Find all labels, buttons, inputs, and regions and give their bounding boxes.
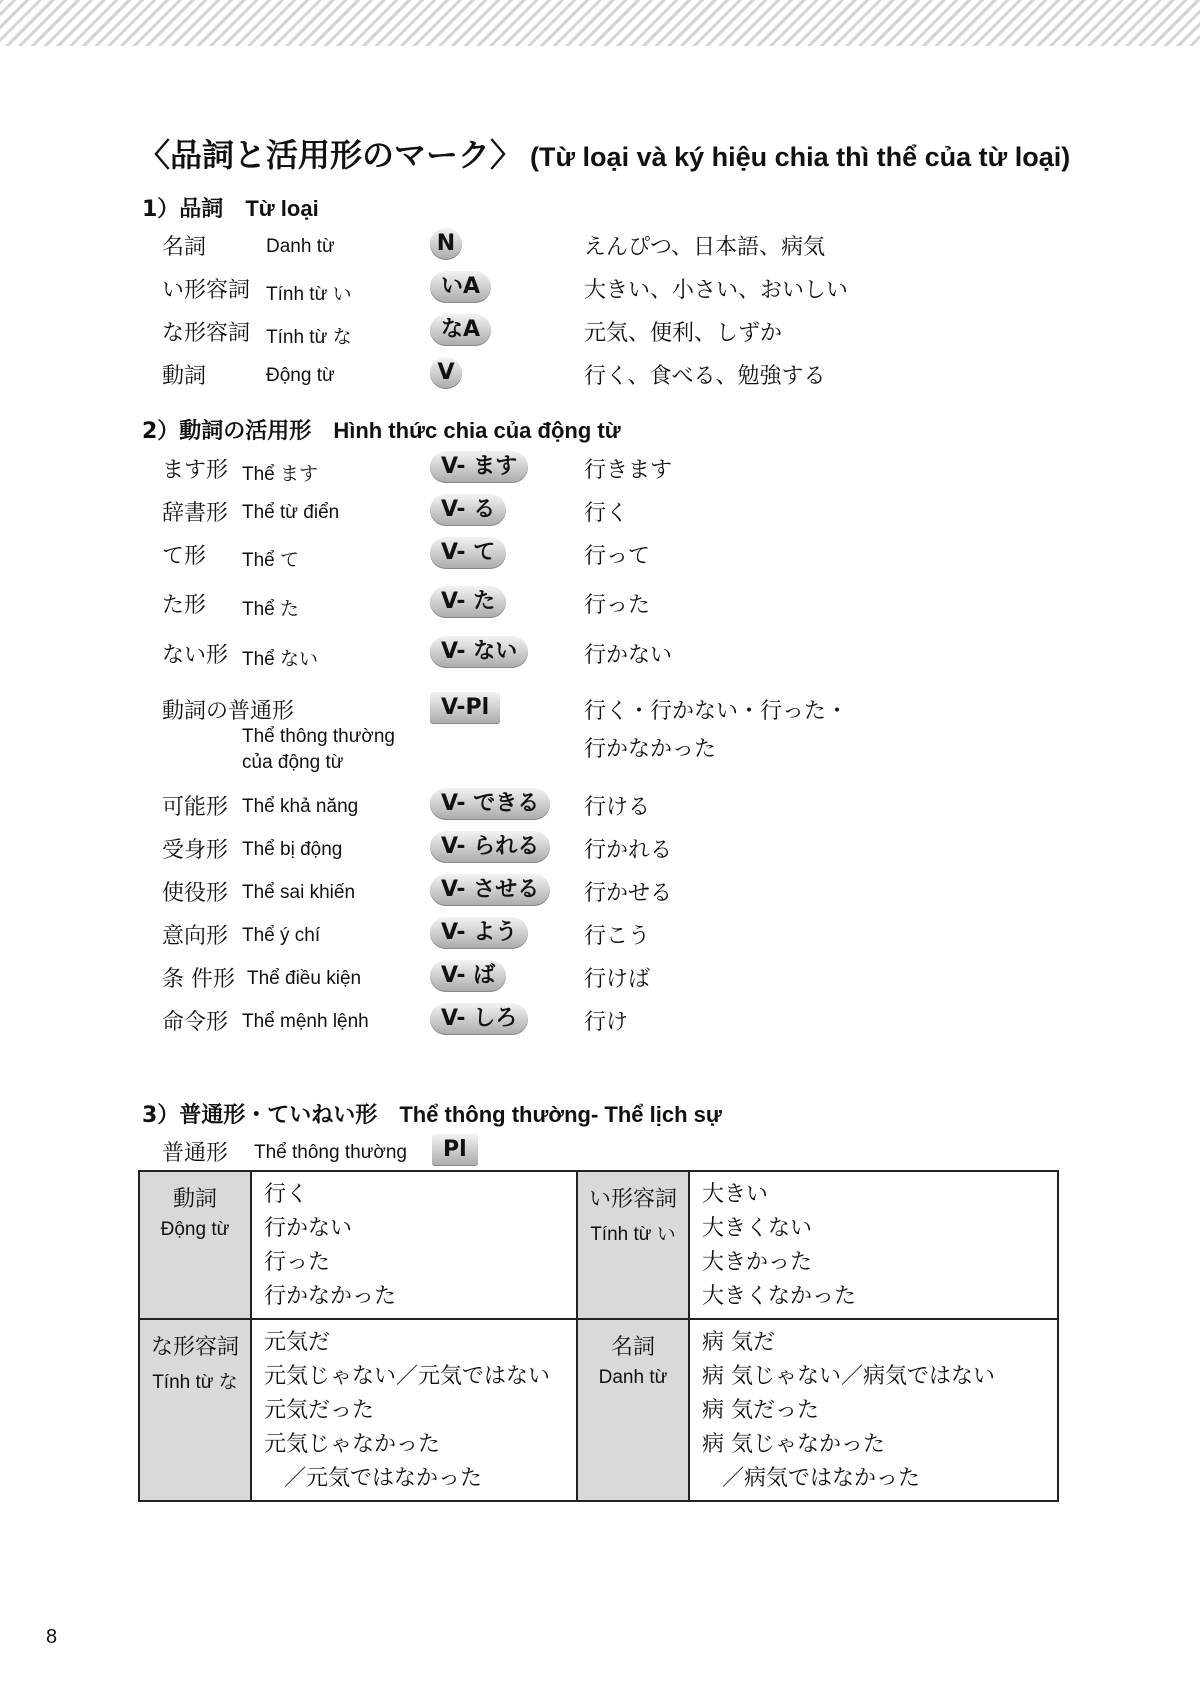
mark-badge: V- ば bbox=[430, 960, 506, 992]
form-row-nai: ない形 Thể ない V- ない 行かない bbox=[0, 634, 1200, 674]
form-row-causative: 使役形 Thể sai khiến V- させる 行かせる bbox=[0, 872, 1200, 912]
mark-badge: V- た bbox=[430, 586, 506, 618]
mark-badge: V- られる bbox=[430, 831, 550, 863]
page-number: 8 bbox=[46, 1626, 58, 1648]
mark-badge: V- て bbox=[430, 537, 506, 569]
section-2-heading: 2）動詞の活用形 Hình thức chia của động từ bbox=[142, 418, 621, 444]
form-row-te: て形 Thể て V- て 行って bbox=[0, 535, 1200, 575]
mark-badge: V- しろ bbox=[430, 1003, 528, 1035]
mark-badge: V- できる bbox=[430, 788, 550, 820]
mark-badge: なA bbox=[430, 314, 491, 346]
table-row bbox=[139, 1171, 1058, 1319]
pos-row-i-adjective: い形容詞 Tính từ い いA 大きい、小さい、おいしい bbox=[0, 269, 1200, 309]
table-cell: 大きい 大きくない 大きかった 大きくなかった bbox=[689, 1171, 1058, 1319]
table-header-cell: 名詞 Danh từ bbox=[577, 1319, 689, 1501]
table-header-cell: い形容詞 Tính từ い bbox=[577, 1171, 689, 1319]
mark-badge: V- ます bbox=[430, 451, 528, 483]
form-row-imperative: 命令形 Thể mệnh lệnh V- しろ 行け bbox=[0, 1001, 1200, 1041]
mark-badge: N bbox=[430, 228, 462, 260]
table-cell: 病 気だ 病 気じゃない／病気ではない 病 気だった 病 気じゃなかった ／病気ではなかった bbox=[689, 1319, 1058, 1501]
mark-badge: V- させる bbox=[430, 874, 550, 906]
mark-badge: V- る bbox=[430, 494, 506, 526]
plain-form-row: 普通形 Thể thông thường Pl bbox=[0, 1132, 1200, 1172]
table-header-cell: 動詞 Động từ bbox=[139, 1171, 251, 1319]
form-row-potential: 可能形 Thể khả năng V- できる 行ける bbox=[0, 786, 1200, 826]
form-row-masu: ます形 Thể ます V- ます 行きます bbox=[0, 449, 1200, 489]
form-row-volitional: 意向形 Thể ý chí V- よう 行こう bbox=[0, 915, 1200, 955]
form-row-passive: 受身形 Thể bị động V- られる 行かれる bbox=[0, 829, 1200, 869]
pos-row-na-adjective: な形容詞 Tính từ な なA 元気、便利、しずか bbox=[0, 312, 1200, 352]
form-row-dictionary: 辞書形 Thể từ điển V- る 行く bbox=[0, 492, 1200, 532]
form-row-ta: た形 Thể た V- た 行った bbox=[0, 584, 1200, 624]
mark-badge: Pl bbox=[432, 1134, 478, 1166]
mark-badge: V- ない bbox=[430, 636, 528, 668]
table-cell: 元気だ 元気じゃない／元気ではない 元気だった 元気じゃなかった ／元気ではなかった bbox=[251, 1319, 577, 1501]
page-title: 〈品詞と活用形のマーク〉 (Từ loại và ký hiệu chia thì thể của từ loại) bbox=[138, 136, 1071, 174]
pos-row-noun: 名詞 Danh từ N えんぴつ、日本語、病気 bbox=[0, 226, 1200, 266]
table-row bbox=[139, 1319, 1058, 1501]
mark-badge: V-Pl bbox=[430, 692, 500, 724]
plain-form-table bbox=[138, 1170, 1059, 1502]
mark-badge: V bbox=[430, 357, 462, 389]
table-header-cell: な形容詞 Tính từ な bbox=[139, 1319, 251, 1501]
section-3-heading: 3）普通形・ていねい形 Thể thông thường- Thể lịch sự bbox=[142, 1102, 722, 1128]
mark-badge: V- よう bbox=[430, 917, 528, 949]
form-row-conditional: 条 件形 Thể điều kiện V- ば 行けば bbox=[0, 958, 1200, 998]
form-row-plain: 動詞の普通形 Thể thông thường của động từ V-Pl 行く・行かない・行った・ 行かなかった bbox=[0, 690, 1200, 780]
header-stripe bbox=[0, 0, 1200, 46]
mark-badge: いA bbox=[430, 271, 491, 303]
table-cell: 行く 行かない 行った 行かなかった bbox=[251, 1171, 577, 1319]
pos-row-verb: 動詞 Động từ V 行く、食べる、勉強する bbox=[0, 355, 1200, 395]
section-1-heading: 1）品詞 Từ loại bbox=[142, 196, 319, 222]
